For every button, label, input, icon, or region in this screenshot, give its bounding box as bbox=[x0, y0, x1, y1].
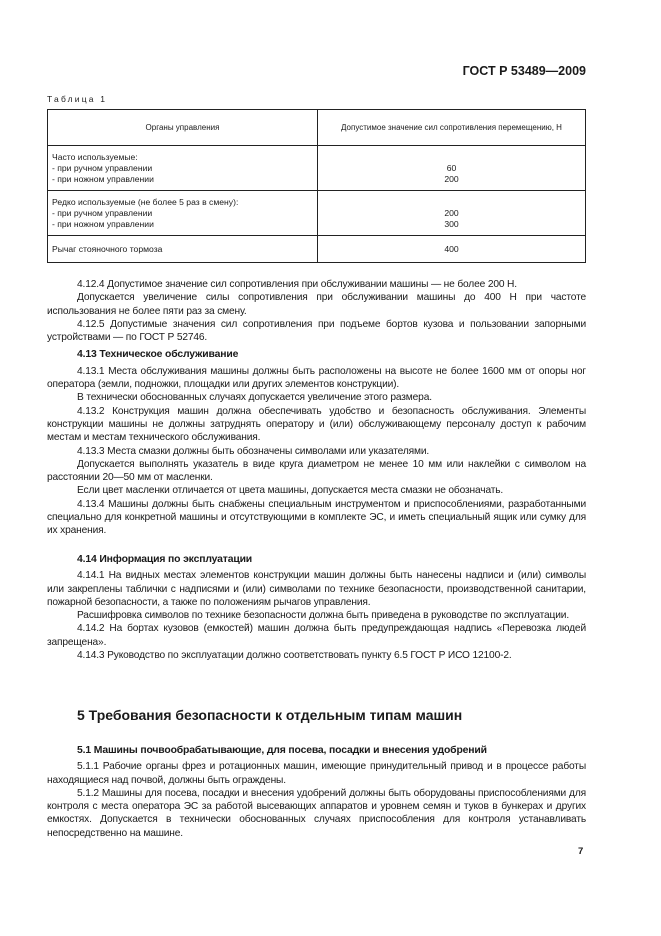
table-row bbox=[48, 146, 586, 191]
table-cell bbox=[48, 191, 318, 236]
paragraph: В технически обоснованных случаях допускается увеличение этого размера. bbox=[77, 392, 432, 404]
paragraph: 4.14.1 На видных местах элементов конструкции машин должны быть нанесены надписи и (или) символы или закреплены таблички с надписями и (или) символами по технике безопасности, производственной санитарии, пожарной безопасности, а также по положениям рычагов управления. bbox=[47, 570, 586, 608]
paragraph: 4.13.4 Машины должны быть снабжены специальным инструментом и приспособлениями, разработанными специально для конкретной машины и отсутствующими в комплекте ЭС, и иметь специальный ящик или сумку для их хранения. bbox=[47, 498, 586, 537]
paragraph: Допускается выполнять указатель в виде круга диаметром не менее 10 мм или наклейки с символом на расстоянии 20—50 мм от масленки. bbox=[47, 458, 586, 484]
cell-value: 200 bbox=[444, 173, 459, 184]
section-heading: 4.14 Информация по эксплуатации bbox=[77, 554, 253, 565]
cell-value: 60 bbox=[446, 162, 457, 173]
table-header-row bbox=[48, 110, 586, 146]
page-number: 7 bbox=[578, 846, 584, 857]
cell-line: - при ножном управлении bbox=[52, 173, 154, 184]
section-heading: 4.13 Техническое обслуживание bbox=[77, 349, 239, 361]
table-cell: 400 bbox=[318, 236, 586, 263]
chapter-heading: 5 Требования безопасности к отдельным типам машин bbox=[77, 707, 463, 723]
paragraph: 4.12.4 Допустимое значение сил сопротивления при обслуживании машины — не более 200 Н. bbox=[77, 279, 517, 290]
table-1 bbox=[47, 109, 586, 263]
section-5-1-text bbox=[47, 740, 586, 840]
section-4-14-text bbox=[47, 549, 586, 662]
paragraph: 4.13.1 Места обслуживания машины должны быть расположены на высоте не более 1600 мм от опоры ног оператора (земли, подножки, площадки или других элементов конструкции). bbox=[47, 365, 586, 391]
paragraph: 4.12.5 Допустимые значения сил сопротивления при подъеме бортов кузова и пользовании запорными устройствами — по ГОСТ Р 52746. bbox=[47, 318, 586, 344]
paragraph: 5.1.2 Машины для посева, посадки и внесения удобрений должны быть оборудованы приспособлениями для контроля с места оператора ЭС за работой высевающих аппаратов и уровнем семян и туков в бункерах и других емкостях. Допускается в технически обоснованных случаях приспособления для контроля устанавливать непосредственно на машине. bbox=[47, 787, 586, 839]
paragraph: Расшифровка символов по технике безопасности должна быть приведена в руководстве по эксплуатации. bbox=[77, 610, 570, 622]
section-4-12-text bbox=[47, 278, 586, 538]
cell-line: - при ручном управлении bbox=[52, 162, 153, 173]
cell-line: - при ножном управлении bbox=[52, 218, 154, 229]
table-cell bbox=[318, 146, 586, 191]
table-row bbox=[48, 236, 586, 263]
table-cell bbox=[318, 191, 586, 236]
paragraph: 4.14.2 На бортах кузовов (емкостей) машин должна быть предупреждающая надпись «Перевозка людей запрещена». bbox=[47, 623, 586, 648]
paragraph: 5.1.1 Рабочие органы фрез и ротационных машин, имеющие принудительный привод и в процессе работы находящиеся над почвой, должны быть ограждены. bbox=[47, 761, 586, 786]
paragraph: 4.14.3 Руководство по эксплуатации должно соответствовать пункту 6.5 ГОСТ Р ИСО 12100-2. bbox=[77, 650, 512, 662]
cell-line: Часто используемые: bbox=[52, 151, 138, 162]
paragraph: 4.13.3 Места смазки должны быть обозначены символами или указателями. bbox=[77, 445, 430, 457]
table-row bbox=[48, 191, 586, 236]
table-cell bbox=[48, 146, 318, 191]
cell-line: Редко используемые (не более 5 раз в смену): bbox=[52, 196, 239, 207]
paragraph: 4.13.2 Конструкция машин должна обеспечивать удобство и безопасность обслуживания. Элементы конструкции машины не должны затруднять оператору и (или) обслуживающему персоналу доступ к рабочим местам и местам технического обслуживания. bbox=[47, 405, 586, 444]
table-header-cell: Допустимое значение сил сопротивления перемещению, Н bbox=[318, 110, 586, 146]
table-header-cell: Органы управления bbox=[48, 110, 318, 146]
paragraph: Допускается увеличение силы сопротивления при обслуживании машины до 400 Н при частоте использования не более пяти раз за смену. bbox=[47, 292, 586, 317]
table-caption: Таблица 1 bbox=[47, 94, 108, 104]
document-header: ГОСТ Р 53489—2009 bbox=[462, 64, 586, 78]
cell-value: 300 bbox=[444, 218, 459, 229]
section-heading: 5.1 Машины почвообрабатывающие, для посева, посадки и внесения удобрений bbox=[77, 745, 487, 756]
cell-line: - при ручном управлении bbox=[52, 207, 153, 218]
paragraph: Если цвет масленки отличается от цвета машины, допускается места смазки не обозначать. bbox=[77, 485, 504, 497]
cell-value: 200 bbox=[444, 207, 459, 218]
table-cell: Рычаг стояночного тормоза bbox=[48, 236, 318, 263]
